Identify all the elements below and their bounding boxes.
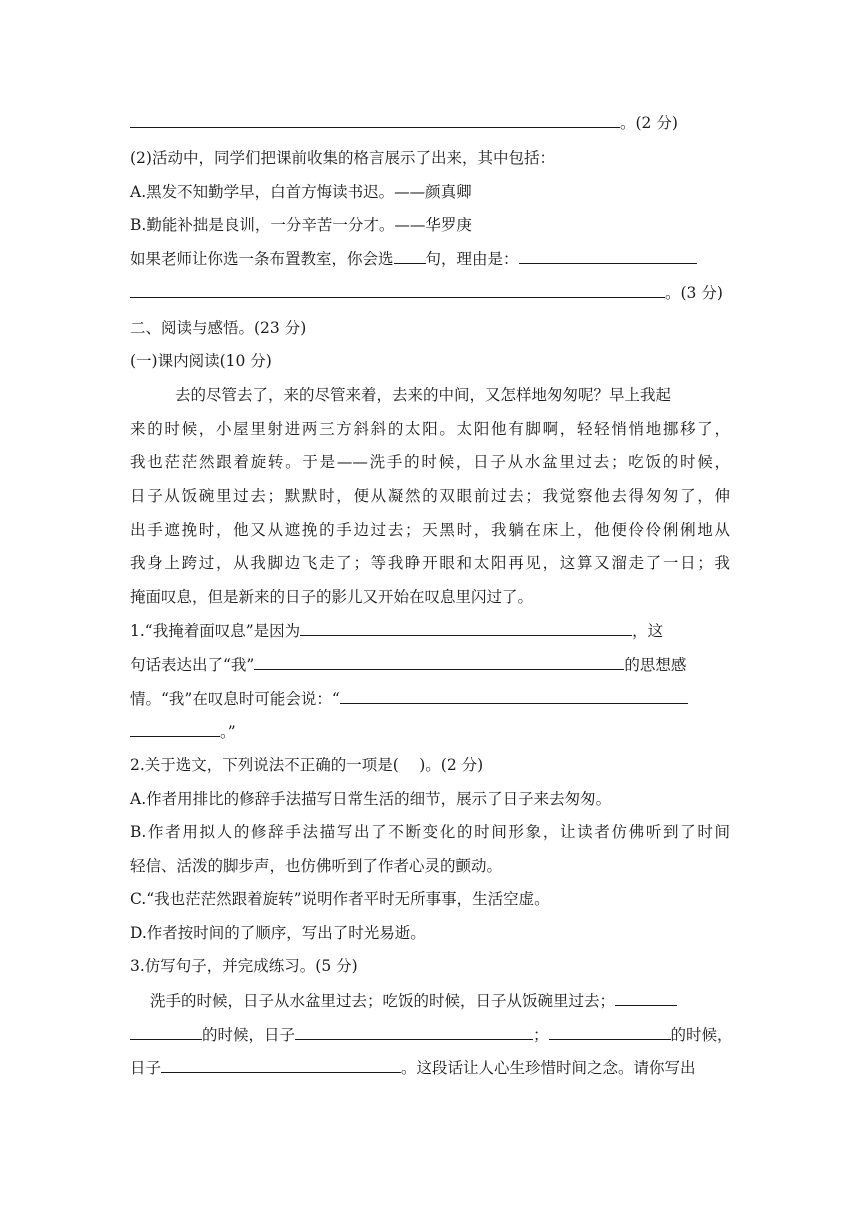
- question-2-stem: 2.关于选文，下列说法不正确的一项是( )。(2 分): [130, 756, 484, 774]
- choose-prefix: 如果老师让你选一条布置教室，你会选: [130, 250, 394, 268]
- answer-blank[interactable]: [130, 1023, 202, 1040]
- choice-blank[interactable]: [394, 247, 426, 264]
- answer-blank[interactable]: [300, 619, 632, 636]
- q3-text: 日子: [130, 1059, 162, 1077]
- option-d: D.作者按时间的了顺序，写出了时光易逝。: [130, 924, 426, 942]
- choose-line: [130, 247, 697, 269]
- option-c: C.“我也茫茫然跟着旋转”说明作者平时无所事事，生活空虚。: [130, 890, 550, 908]
- q3-text: 。这段话让人心生珍惜时间之念。请你写出: [401, 1059, 696, 1077]
- sub-question-2: (2)活动中，同学们把课前收集的格言展示了出来，其中包括：: [130, 149, 555, 167]
- q3-text: 的时候，日子: [202, 1026, 296, 1044]
- question-1-line-3: [130, 687, 688, 709]
- option-b: B.作者用拟人的修辞手法描写出了不断变化的时间形象，让读者仿佛听到了时间: [130, 823, 730, 841]
- passage-line: 我也茫茫然跟着旋转。于是——洗手的时候，日子从水盆里过去；吃饭的时候，: [130, 453, 730, 471]
- question-3-line-1: [150, 989, 677, 1011]
- q1-text: 情。“我”在叹息时可能会说：“: [130, 690, 340, 708]
- answer-blank[interactable]: [615, 989, 677, 1006]
- option-b: B.勤能补拙是良训，一分辛苦一分才。——华罗庚: [130, 216, 472, 234]
- q3-text: 洗手的时候，日子从水盆里过去；吃饭的时候，日子从饭碗里过去；: [150, 992, 616, 1010]
- q3-text: 的时候，: [670, 1026, 733, 1044]
- section-title: 二、阅读与感悟。(23 分): [130, 319, 307, 337]
- question-3-stem: 3.仿写句子，并完成练习。(5 分): [130, 957, 358, 975]
- passage-line: 去的尽管去了，来的尽管来着，去来的中间，又怎样地匆匆呢？早上我起: [175, 386, 672, 404]
- answer-blank[interactable]: [340, 687, 688, 704]
- q1-text: 1.“我掩着面叹息”是因为: [130, 622, 301, 640]
- passage-line: 来的时候，小屋里射进两三方斜斜的太阳。太阳他有脚啊，轻轻悄悄地挪移了，: [130, 420, 730, 438]
- question-1-line-2: [130, 653, 686, 675]
- q3-text: ；: [533, 1026, 549, 1044]
- passage-line: 日子从饭碗里过去；默默时，便从凝然的双眼前过去；我觉察他去得匆匆了，伸: [130, 487, 730, 505]
- passage-line: 出手遮挽时，他又从遮挽的手边过去；天黑时，我躺在床上，他便伶伶俐俐地从: [130, 521, 730, 539]
- question-1-line-4: [130, 720, 236, 742]
- q1-text: ，这: [632, 622, 664, 640]
- q1-text: 。”: [220, 723, 236, 741]
- passage-line: 我身上跨过，从我脚边飞走了；等我睁开眼和太阳再见，这算又溜走了一日；我: [130, 554, 730, 572]
- answer-blank[interactable]: [295, 1023, 533, 1040]
- answer-blank[interactable]: [130, 720, 220, 737]
- question-3-line-2: [130, 1023, 733, 1045]
- answer-blank[interactable]: [549, 1023, 671, 1040]
- answer-blank[interactable]: [161, 1056, 401, 1073]
- reason-blank[interactable]: [519, 247, 697, 264]
- option-a: A.黑发不知勤学早，白首方悔读书迟。——颜真卿: [130, 183, 472, 201]
- score-label: 。(2 分): [620, 114, 678, 132]
- option-b-continued: 轻信、活泼的脚步声，也仿佛听到了作者心灵的颤动。: [130, 857, 503, 875]
- score-label: 。(3 分): [665, 284, 723, 302]
- passage-line: 掩面叹息，但是新来的日子的影儿又开始在叹息里闪过了。: [130, 588, 534, 606]
- question-3-line-3: [130, 1056, 696, 1078]
- reason-blank-continued[interactable]: [130, 281, 665, 298]
- answer-blank[interactable]: [254, 653, 624, 670]
- choose-mid: 句，理由是：: [425, 250, 519, 268]
- option-a: A.作者用排比的修辞手法描写日常生活的细节，展示了日子来去匆匆。: [130, 790, 612, 808]
- answer-line-2: [130, 281, 723, 303]
- sub-section-title: (一)课内阅读(10 分): [130, 352, 272, 370]
- answer-line-1: [130, 111, 678, 133]
- answer-blank[interactable]: [130, 111, 620, 128]
- question-1-line-1: [130, 619, 663, 641]
- q1-text: 句话表达出了“我”: [130, 656, 255, 674]
- q1-text: 的思想感: [624, 656, 687, 674]
